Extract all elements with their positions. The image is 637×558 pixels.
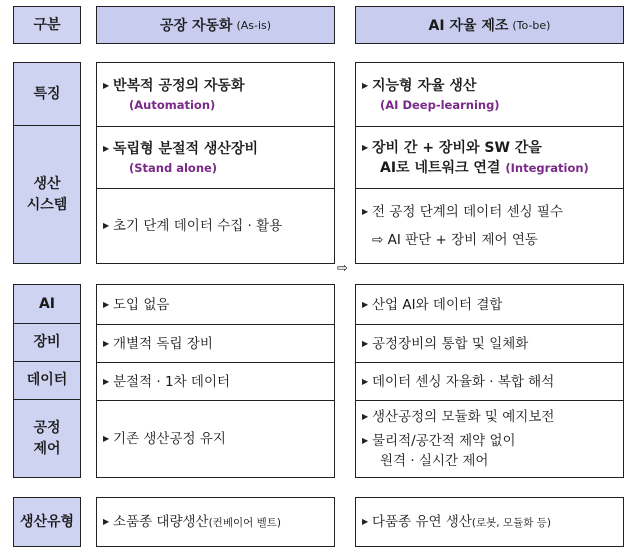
bullet-icon: ▶ [103,143,110,153]
asis-ai-cell [97,285,334,324]
tobe-process-cell [356,400,623,477]
tobe-feature-main: 지능형 자율 생산 [372,77,477,94]
tobe-system2-line1 [362,202,617,222]
bullet-icon: ▶ [103,80,110,90]
asis-ai-text: 도입 없음 [113,296,170,313]
tobe-system1-line1-text: 장비 간 + 장비와 SW 간을 [372,139,542,156]
row-label-equipment [13,323,81,362]
row-label-ai-text: AI [38,295,56,312]
asis-type-line [103,512,328,533]
bullet-icon: ▶ [362,376,369,386]
asis-process-text: 기존 생산공정 유지 [113,431,226,447]
row-label-process-control [13,399,81,478]
bullet-icon: ▶ [103,338,110,348]
bullet-icon: ▶ [103,221,110,230]
bullet-icon: ▶ [362,436,369,445]
tobe-system2-line2-text: ⇨ AI 판단 + 장비 제어 연동 [372,232,538,248]
tobe-ai-cell [356,285,623,324]
asis-system1-line [103,139,328,159]
asis-data-cell [97,362,334,400]
row-label-data-text: 데이터 [26,372,68,388]
header-asis-title: 공장 자동화 [159,18,233,34]
asis-ai-line [103,295,328,315]
asis-system2-cell [97,188,334,263]
tobe-process-line2 [362,431,617,451]
asis-system2-line [103,216,328,236]
tobe-data-cell [356,362,623,400]
tobe-process1-text: 생산공정의 모듈화 및 예지보전 [372,409,555,425]
tobe-system2-line2 [362,230,617,250]
tobe-section2 [355,284,624,478]
bullet-icon: ▶ [103,376,110,386]
row-label-production-type-text: 생산유형 [19,513,75,530]
bullet-icon: ▶ [103,516,110,526]
row-label-production-system [13,125,81,264]
row-label-process-control-text: 공정 제어 [33,419,61,457]
tobe-ai-line [362,295,617,315]
tobe-system1-line2-text: AI로 네트워크 연결 [380,159,501,176]
tobe-system2-line1-text: 전 공정 단계의 데이터 센싱 필수 [372,204,563,220]
asis-equipment-line [103,334,328,354]
asis-system2-text: 초기 단계 데이터 수집 · 활용 [113,218,283,234]
bullet-icon: ▶ [362,299,369,309]
asis-equipment-text: 개별적 독립 장비 [113,335,213,352]
transition-arrow-icon: ⇨ [337,261,348,276]
tobe-feature-sub: (AI Deep-learning) [380,97,500,112]
row-label-ai [13,284,81,324]
asis-system1-sub: (Stand alone) [129,160,218,175]
tobe-system1-line1 [362,138,617,158]
asis-feature-sub: (Automation) [129,97,216,112]
tobe-section3 [355,497,624,547]
bullet-icon: ▶ [362,142,369,152]
row-label-feature-text: 특징 [33,85,61,102]
header-tobe-title: AI 자율 제조 [428,18,509,34]
header-asis [96,6,335,44]
header-asis-sub: (As-is) [236,18,272,32]
header-tobe-sub: (To-be) [512,18,551,32]
row-label-production-system-text: 생산 시스템 [26,175,68,213]
bullet-icon: ▶ [362,338,369,348]
row-label-equipment-text: 장비 [33,334,61,350]
tobe-type-main: 다품종 유연 생산 [372,513,472,530]
asis-type-sub: (컨베이어 벨트) [208,516,281,529]
tobe-system1-cell [356,126,623,188]
asis-data-text: 분절적 · 1차 데이터 [113,373,231,390]
tobe-system1-sub: (Integration) [505,160,589,175]
asis-section3 [96,497,335,547]
header-category [13,6,81,44]
row-label-feature [13,62,81,126]
tobe-process-line3 [362,451,617,471]
tobe-section1 [355,62,624,264]
tobe-process2-line1-text: 물리적/공간적 제약 없이 [372,433,516,449]
tobe-equipment-cell [356,324,623,362]
asis-process-cell [97,400,334,477]
asis-feature-main: 반복적 공정의 자동화 [113,77,245,94]
asis-process-line [103,429,328,449]
bullet-icon: ▶ [362,207,369,216]
asis-section2 [96,284,335,478]
asis-equipment-cell [97,324,334,362]
tobe-type-sub: (로봇, 모듈화 등) [471,516,551,529]
tobe-equipment-text: 공정장비의 통합 및 일체화 [372,335,529,352]
asis-feature-cell [97,63,334,126]
tobe-data-line [362,372,617,392]
bullet-icon: ▶ [103,299,110,309]
row-label-production-type [13,497,81,547]
tobe-data-text: 데이터 센싱 자율화 · 복합 해석 [372,373,555,390]
asis-type-cell [97,498,334,546]
header-category-label: 구분 [33,16,61,33]
bullet-icon: ▶ [103,434,110,443]
tobe-system1-line2 [362,158,617,178]
tobe-ai-text: 산업 AI와 데이터 결합 [372,296,503,313]
asis-data-line [103,372,328,392]
asis-system1-cell [97,126,334,188]
bullet-icon: ▶ [362,516,369,526]
bullet-icon: ▶ [362,412,369,421]
tobe-feature-cell [356,63,623,126]
bullet-icon: ▶ [362,80,369,90]
tobe-system2-cell [356,188,623,263]
tobe-type-line [362,512,617,533]
tobe-type-cell [356,498,623,546]
asis-system1-main: 독립형 분절적 생산장비 [113,140,258,157]
asis-feature-line [103,76,328,96]
row-label-data [13,361,81,400]
asis-section1 [96,62,335,264]
tobe-equipment-line [362,334,617,354]
asis-type-main: 소품종 대량생산 [113,513,209,530]
header-tobe [355,6,624,44]
tobe-process-line1 [362,407,617,427]
tobe-process2-line2-text: 원격 · 실시간 제어 [380,453,489,469]
tobe-feature-line [362,76,617,96]
